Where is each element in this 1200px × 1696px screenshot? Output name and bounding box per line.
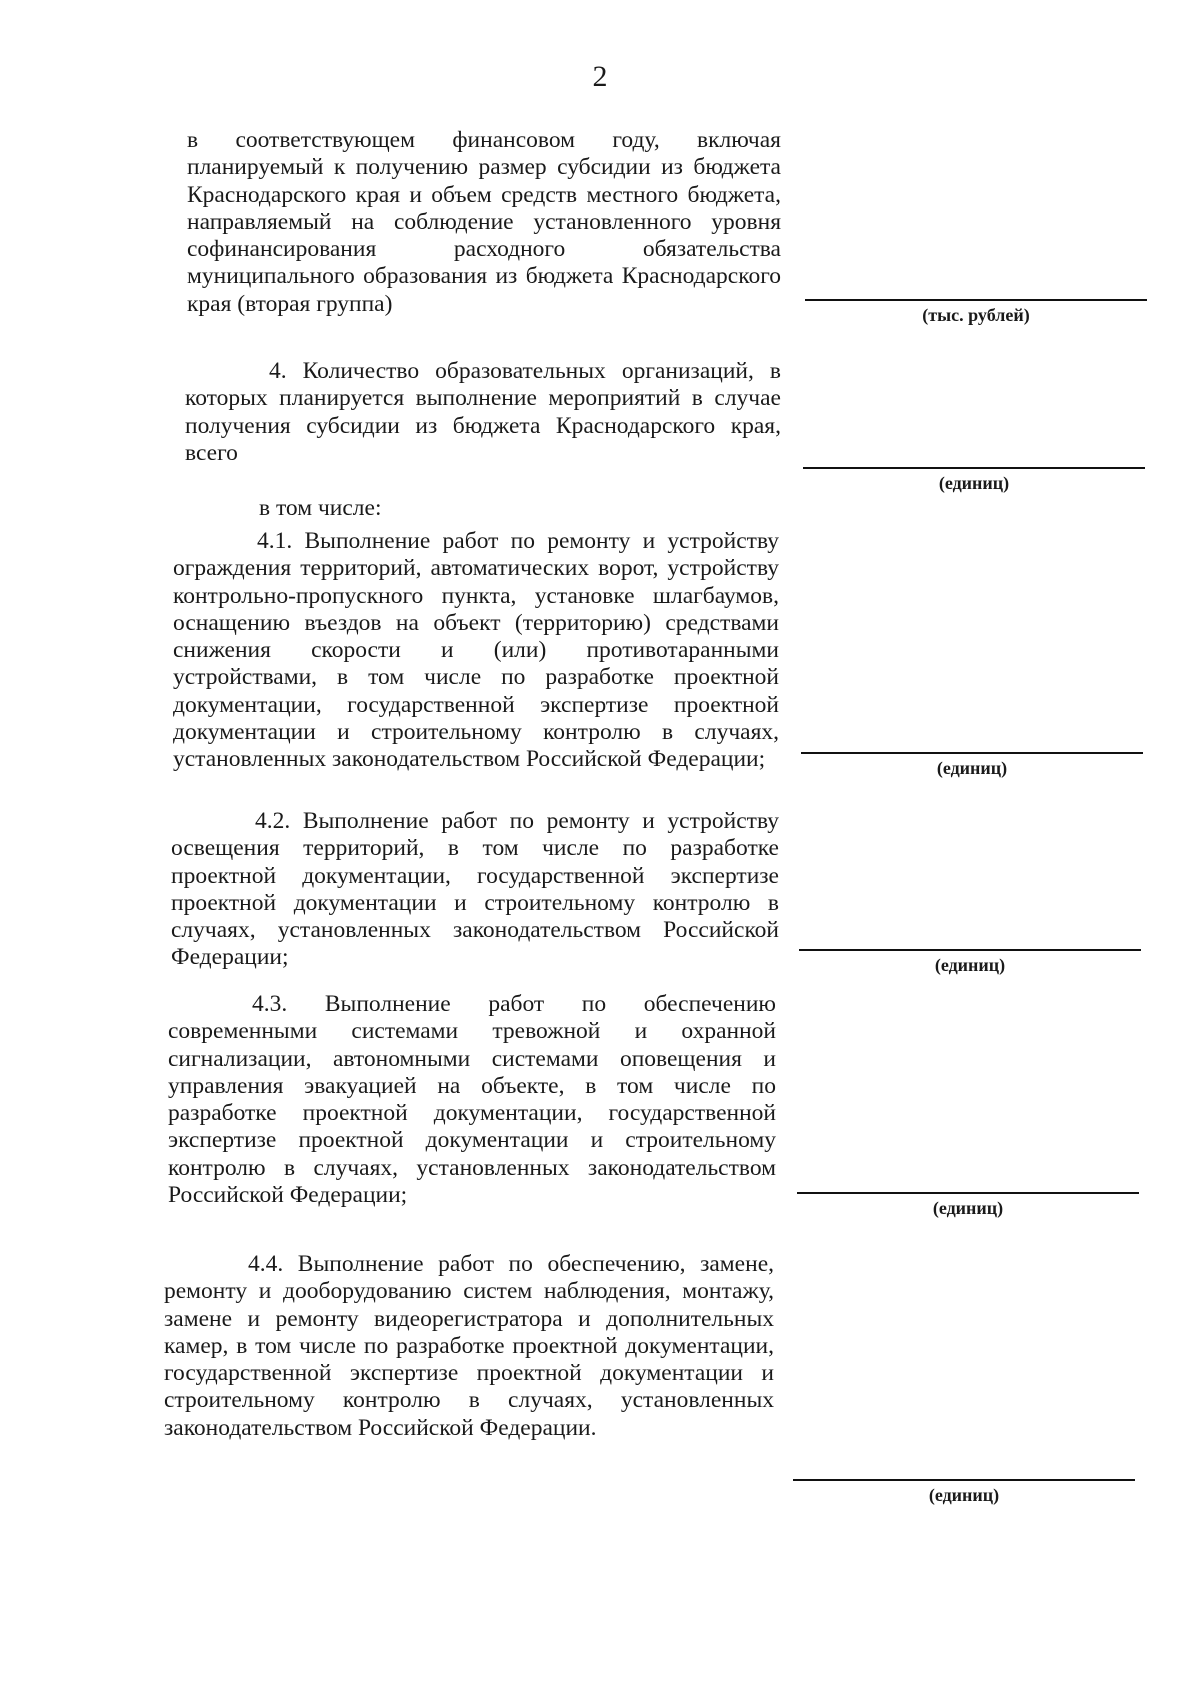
- answer-line-item-4-1: [801, 752, 1143, 754]
- answer-line-item-4-2: [799, 949, 1141, 951]
- paragraph-including: в том числе:: [259, 495, 382, 521]
- answer-line-item-4-3: [797, 1192, 1139, 1194]
- unit-label-item-4: (единиц): [938, 473, 1010, 493]
- unit-label-thousand-rubles: (тыс. рублей): [922, 305, 1030, 325]
- unit-label-item-4-4: (единиц): [928, 1485, 1000, 1505]
- paragraph-item-4-4: 4.4. Выполнение работ по обеспечению, замене, ремонту и дооборудованию систем наблюдения, монтажу, замене и ремонту видеорегистратора и дополнительных камер, в том числе по разработке проектной документации, государственной экспертизе проектной документации и строительному контролю в случаях, установленных законодательством Российской Федерации.: [164, 1251, 774, 1441]
- unit-label-item-4-1: (единиц): [936, 758, 1008, 778]
- unit-label-item-4-3: (единиц): [932, 1198, 1004, 1218]
- paragraph-item-4-3: 4.3. Выполнение работ по обеспечению современными системами тревожной и охранной сигнализации, автономными системами оповещения и управления эвакуацией на объекте, в том числе по разработке проектной документации, государственной экспертизе проектной документации и строительному контролю в случаях, установленных законодательством Российской Федерации;: [168, 991, 776, 1209]
- answer-line-thousand-rubles: [805, 299, 1147, 301]
- paragraph-item-4-2: 4.2. Выполнение работ по ремонту и устройству освещения территорий, в том числе по разработке проектной документации, государственной экспертизе проектной документации и строительному контролю в случаях, установленных законодательством Российской Федерации;: [171, 808, 779, 971]
- unit-label-item-4-2: (единиц): [934, 955, 1006, 975]
- paragraph-item-4: 4. Количество образовательных организаций, в которых планируется выполнение мероприятий в случае получения субсидии из бюджета Краснодарского края, всего: [185, 358, 781, 466]
- paragraph-item-4-1: 4.1. Выполнение работ по ремонту и устройству ограждения территорий, автоматических ворот, устройству контрольно-пропускного пункта, установке шлагбаумов, оснащению въездов на объект (территорию) средствами снижения скорости и (или) противотаранными устройствами, в том числе по разработке проектной документации, государственной экспертизе проектной документации и строительному контролю в случаях, установленных законодательством Российской Федерации;: [173, 528, 779, 773]
- page-number: 2: [592, 60, 608, 93]
- answer-line-item-4-4: [793, 1479, 1135, 1481]
- answer-line-item-4: [803, 467, 1145, 469]
- paragraph-budget-continuation: в соответствующем финансовом году, включая планируемый к получению размер субсидии из бюджета Краснодарского края и объем средств местного бюджета, направляемый на соблюдение установленного уровня софинансирования расходного обязательства муниципального образования из бюджета Краснодарского края (вторая группа): [187, 127, 781, 317]
